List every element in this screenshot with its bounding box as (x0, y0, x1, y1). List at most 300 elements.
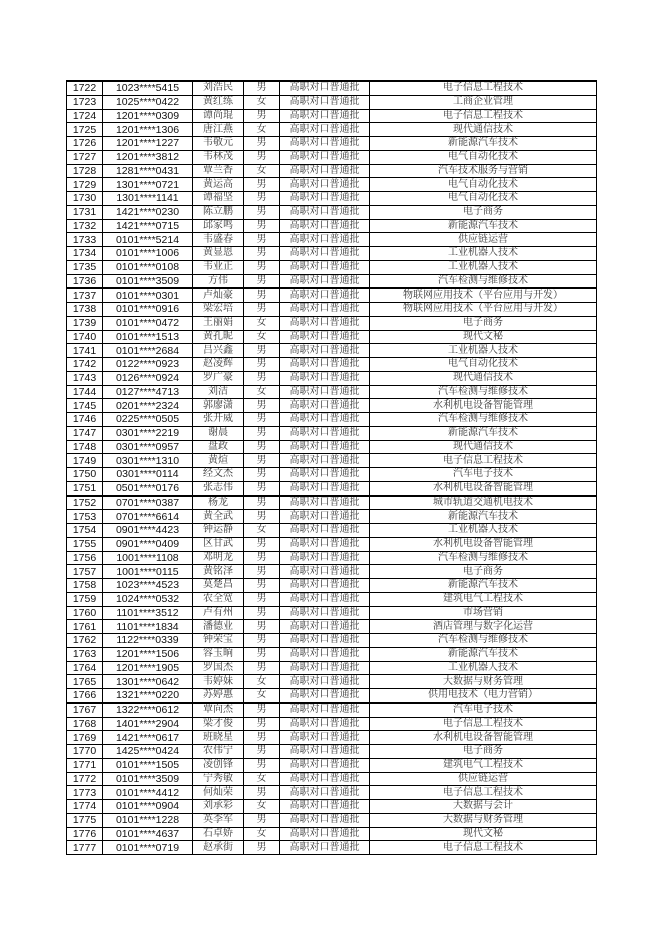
major-cell: 汽车技术服务与营销 (370, 164, 597, 178)
major-cell: 汽车电子技术 (370, 468, 597, 482)
table-row (67, 288, 597, 302)
major-cell: 现代通信技术 (370, 371, 597, 385)
student-name-cell: 韦婷妹 (193, 675, 244, 689)
student-name-cell: 谢晨 (193, 426, 244, 440)
exam-id-cell: 1301****1141 (103, 192, 193, 206)
serial-number-cell: 1727 (67, 150, 103, 164)
major-cell: 汽车检测与维修技术 (370, 413, 597, 427)
table-row (67, 661, 597, 675)
exam-id-cell: 0101****1006 (103, 247, 193, 261)
table-row (67, 481, 597, 495)
exam-id-cell: 1001****1108 (103, 551, 193, 565)
gender-cell: 男 (244, 661, 280, 675)
exam-id-cell: 0201****2324 (103, 399, 193, 413)
gender-cell: 男 (244, 703, 280, 717)
gender-cell: 女 (244, 689, 280, 703)
table-row (67, 510, 597, 524)
student-name-cell: 杨龙 (193, 496, 244, 510)
serial-number-cell: 1738 (67, 303, 103, 317)
student-name-cell: 王丽娟 (193, 316, 244, 330)
gender-cell: 男 (244, 468, 280, 482)
gender-cell: 男 (244, 481, 280, 495)
exam-id-cell: 0127****4713 (103, 385, 193, 399)
exam-id-cell: 0701****6614 (103, 510, 193, 524)
admission-batch-cell: 高职对口普通批 (280, 109, 370, 123)
student-name-cell: 唐江燕 (193, 123, 244, 137)
admission-batch-cell: 高职对口普通批 (280, 841, 370, 855)
major-cell: 大数据与财务管理 (370, 813, 597, 827)
student-name-cell: 吕兴鑫 (193, 344, 244, 358)
table-row (67, 330, 597, 344)
table-row (67, 689, 597, 703)
major-cell: 工业机器人技术 (370, 524, 597, 538)
table-row (67, 205, 597, 219)
gender-cell: 女 (244, 123, 280, 137)
serial-number-cell: 1742 (67, 358, 103, 372)
serial-number-cell: 1725 (67, 123, 103, 137)
major-cell: 工业机器人技术 (370, 260, 597, 274)
major-cell: 电子商务 (370, 316, 597, 330)
serial-number-cell: 1736 (67, 274, 103, 288)
serial-number-cell: 1732 (67, 219, 103, 233)
exam-id-cell: 0901****0409 (103, 537, 193, 551)
admission-batch-cell: 高职对口普通批 (280, 661, 370, 675)
admission-batch-cell: 高职对口普通批 (280, 496, 370, 510)
major-cell: 现代文秘 (370, 330, 597, 344)
table-row (67, 800, 597, 814)
major-cell: 电子信息工程技术 (370, 109, 597, 123)
gender-cell: 男 (244, 219, 280, 233)
table-row (67, 647, 597, 661)
student-name-cell: 何灿荣 (193, 786, 244, 800)
admission-batch-cell: 高职对口普通批 (280, 537, 370, 551)
gender-cell: 男 (244, 303, 280, 317)
major-cell: 新能源汽车技术 (370, 219, 597, 233)
admission-batch-cell: 高职对口普通批 (280, 233, 370, 247)
table-row (67, 524, 597, 538)
student-name-cell: 黄全武 (193, 510, 244, 524)
student-name-cell: 农伟宁 (193, 745, 244, 759)
table-row (67, 565, 597, 579)
admission-batch-cell: 高职对口普通批 (280, 524, 370, 538)
student-name-cell: 谭福坚 (193, 192, 244, 206)
admission-batch-cell: 高职对口普通批 (280, 675, 370, 689)
table-row (67, 468, 597, 482)
major-cell: 物联网应用技术（平台应用与开发） (370, 303, 597, 317)
serial-number-cell: 1761 (67, 620, 103, 634)
gender-cell: 男 (244, 551, 280, 565)
admission-batch-cell: 高职对口普通批 (280, 592, 370, 606)
exam-id-cell: 1023****5415 (103, 81, 193, 95)
table-row (67, 95, 597, 109)
major-cell: 电子信息工程技术 (370, 786, 597, 800)
admission-batch-cell: 高职对口普通批 (280, 192, 370, 206)
admission-batch-cell: 高职对口普通批 (280, 606, 370, 620)
student-name-cell: 韦盛春 (193, 233, 244, 247)
table-row (67, 841, 597, 855)
exam-id-cell: 0501****0176 (103, 481, 193, 495)
table-row (67, 385, 597, 399)
exam-id-cell: 0101****4637 (103, 827, 193, 841)
student-name-cell: 谭尚琨 (193, 109, 244, 123)
gender-cell: 男 (244, 841, 280, 855)
serial-number-cell: 1759 (67, 592, 103, 606)
exam-id-cell: 1201****1227 (103, 137, 193, 151)
admission-batch-cell: 高职对口普通批 (280, 150, 370, 164)
serial-number-cell: 1722 (67, 81, 103, 95)
serial-number-cell: 1726 (67, 137, 103, 151)
student-name-cell: 班晓星 (193, 731, 244, 745)
gender-cell: 男 (244, 579, 280, 593)
student-name-cell: 苏婷惠 (193, 689, 244, 703)
student-name-cell: 赵凌辉 (193, 358, 244, 372)
exam-id-cell: 0101****0904 (103, 800, 193, 814)
table-row (67, 150, 597, 164)
student-name-cell: 赵承街 (193, 841, 244, 855)
exam-id-cell: 1301****0721 (103, 178, 193, 192)
major-cell: 建筑电气工程技术 (370, 758, 597, 772)
admission-batch-cell: 高职对口普通批 (280, 579, 370, 593)
exam-id-cell: 1281****0431 (103, 164, 193, 178)
gender-cell: 男 (244, 813, 280, 827)
student-name-cell: 覃兰香 (193, 164, 244, 178)
student-name-cell: 莫楚昌 (193, 579, 244, 593)
gender-cell: 男 (244, 178, 280, 192)
exam-id-cell: 0101****1513 (103, 330, 193, 344)
admission-batch-cell: 高职对口普通批 (280, 786, 370, 800)
admission-batch-cell: 高职对口普通批 (280, 551, 370, 565)
gender-cell: 男 (244, 592, 280, 606)
gender-cell: 男 (244, 454, 280, 468)
student-name-cell: 黄孔昵 (193, 330, 244, 344)
exam-id-cell: 0301****2219 (103, 426, 193, 440)
major-cell: 电气自动化技术 (370, 192, 597, 206)
student-name-cell: 邓明龙 (193, 551, 244, 565)
major-cell: 新能源汽车技术 (370, 647, 597, 661)
table-row (67, 675, 597, 689)
major-cell: 大数据与财务管理 (370, 675, 597, 689)
gender-cell: 女 (244, 524, 280, 538)
exam-id-cell: 0101****0719 (103, 841, 193, 855)
major-cell: 现代通信技术 (370, 440, 597, 454)
serial-number-cell: 1741 (67, 344, 103, 358)
gender-cell: 男 (244, 565, 280, 579)
student-name-cell: 钟荣宝 (193, 634, 244, 648)
serial-number-cell: 1762 (67, 634, 103, 648)
student-name-cell: 黄红练 (193, 95, 244, 109)
major-cell: 电气自动化技术 (370, 178, 597, 192)
exam-id-cell: 0701****0387 (103, 496, 193, 510)
table-row (67, 399, 597, 413)
table-row (67, 219, 597, 233)
student-name-cell: 张开威 (193, 413, 244, 427)
table-row (67, 426, 597, 440)
student-name-cell: 容玉晌 (193, 647, 244, 661)
gender-cell: 女 (244, 385, 280, 399)
exam-id-cell: 1023****4523 (103, 579, 193, 593)
exam-id-cell: 0101****2684 (103, 344, 193, 358)
admission-batch-cell: 高职对口普通批 (280, 481, 370, 495)
major-cell: 工业机器人技术 (370, 247, 597, 261)
student-name-cell: 卢有州 (193, 606, 244, 620)
gender-cell: 男 (244, 358, 280, 372)
table-row (67, 81, 597, 95)
table-row (67, 260, 597, 274)
exam-id-cell: 0101****5214 (103, 233, 193, 247)
student-name-cell: 覃向杰 (193, 703, 244, 717)
admission-batch-cell: 高职对口普通批 (280, 288, 370, 302)
serial-number-cell: 1773 (67, 786, 103, 800)
gender-cell: 女 (244, 95, 280, 109)
table-row (67, 758, 597, 772)
admission-batch-cell: 高职对口普通批 (280, 178, 370, 192)
student-name-cell: 韦敬元 (193, 137, 244, 151)
admission-batch-cell: 高职对口普通批 (280, 758, 370, 772)
exam-id-cell: 1001****0115 (103, 565, 193, 579)
table-row (67, 496, 597, 510)
student-name-cell: 黄铭泽 (193, 565, 244, 579)
table-row (67, 579, 597, 593)
gender-cell: 男 (244, 731, 280, 745)
admission-batch-cell: 高职对口普通批 (280, 316, 370, 330)
admission-batch-cell: 高职对口普通批 (280, 81, 370, 95)
admission-batch-cell: 高职对口普通批 (280, 565, 370, 579)
exam-id-cell: 1201****3812 (103, 150, 193, 164)
gender-cell: 女 (244, 772, 280, 786)
table-row (67, 413, 597, 427)
student-name-cell: 石卓娇 (193, 827, 244, 841)
gender-cell: 女 (244, 675, 280, 689)
admission-batch-cell: 高职对口普通批 (280, 413, 370, 427)
table-row (67, 454, 597, 468)
student-name-cell: 潘德业 (193, 620, 244, 634)
serial-number-cell: 1730 (67, 192, 103, 206)
exam-id-cell: 0225****0505 (103, 413, 193, 427)
serial-number-cell: 1753 (67, 510, 103, 524)
gender-cell: 男 (244, 399, 280, 413)
student-name-cell: 凌创锋 (193, 758, 244, 772)
table-row (67, 745, 597, 759)
admission-batch-cell: 高职对口普通批 (280, 205, 370, 219)
gender-cell: 女 (244, 316, 280, 330)
table-row (67, 634, 597, 648)
exam-id-cell: 0101****0916 (103, 303, 193, 317)
exam-id-cell: 1421****0230 (103, 205, 193, 219)
exam-id-cell: 1101****1834 (103, 620, 193, 634)
admission-batch-cell: 高职对口普通批 (280, 620, 370, 634)
major-cell: 电子信息工程技术 (370, 454, 597, 468)
gender-cell: 男 (244, 150, 280, 164)
serial-number-cell: 1775 (67, 813, 103, 827)
exam-id-cell: 0901****4423 (103, 524, 193, 538)
serial-number-cell: 1772 (67, 772, 103, 786)
student-name-cell: 刘洁 (193, 385, 244, 399)
student-name-cell: 郭廖潇 (193, 399, 244, 413)
major-cell: 供用电技术（电力营销） (370, 689, 597, 703)
admission-batch-cell: 高职对口普通批 (280, 164, 370, 178)
serial-number-cell: 1743 (67, 371, 103, 385)
table-row (67, 551, 597, 565)
serial-number-cell: 1758 (67, 579, 103, 593)
serial-number-cell: 1760 (67, 606, 103, 620)
exam-id-cell: 1425****0424 (103, 745, 193, 759)
admission-batch-cell: 高职对口普通批 (280, 510, 370, 524)
table-row (67, 358, 597, 372)
major-cell: 电子信息工程技术 (370, 841, 597, 855)
student-name-cell: 韦业正 (193, 260, 244, 274)
serial-number-cell: 1768 (67, 717, 103, 731)
exam-id-cell: 1301****0642 (103, 675, 193, 689)
gender-cell: 男 (244, 620, 280, 634)
exam-id-cell: 1201****1905 (103, 661, 193, 675)
gender-cell: 男 (244, 274, 280, 288)
serial-number-cell: 1749 (67, 454, 103, 468)
table-row (67, 233, 597, 247)
admission-batch-cell: 高职对口普通批 (280, 385, 370, 399)
admission-batch-cell: 高职对口普通批 (280, 358, 370, 372)
student-name-cell: 张志伟 (193, 481, 244, 495)
exam-id-cell: 0301****0114 (103, 468, 193, 482)
table-row (67, 178, 597, 192)
serial-number-cell: 1746 (67, 413, 103, 427)
major-cell: 汽车检测与维修技术 (370, 551, 597, 565)
gender-cell: 男 (244, 137, 280, 151)
serial-number-cell: 1729 (67, 178, 103, 192)
exam-id-cell: 1025****0422 (103, 95, 193, 109)
student-name-cell: 黄运高 (193, 178, 244, 192)
major-cell: 酒店管理与数字化运营 (370, 620, 597, 634)
admission-batch-cell: 高职对口普通批 (280, 303, 370, 317)
gender-cell: 男 (244, 413, 280, 427)
serial-number-cell: 1740 (67, 330, 103, 344)
gender-cell: 男 (244, 260, 280, 274)
gender-cell: 男 (244, 288, 280, 302)
gender-cell: 男 (244, 426, 280, 440)
serial-number-cell: 1724 (67, 109, 103, 123)
student-name-cell: 农全宽 (193, 592, 244, 606)
major-cell: 水利机电设备智能管理 (370, 537, 597, 551)
student-name-cell: 邱家鸣 (193, 219, 244, 233)
admission-batch-cell: 高职对口普通批 (280, 647, 370, 661)
student-name-cell: 钟运静 (193, 524, 244, 538)
serial-number-cell: 1776 (67, 827, 103, 841)
admission-batch-cell: 高职对口普通批 (280, 703, 370, 717)
serial-number-cell: 1757 (67, 565, 103, 579)
serial-number-cell: 1728 (67, 164, 103, 178)
major-cell: 电子商务 (370, 205, 597, 219)
student-name-cell: 陈立鹏 (193, 205, 244, 219)
gender-cell: 男 (244, 205, 280, 219)
admission-batch-cell: 高职对口普通批 (280, 137, 370, 151)
admission-batch-cell: 高职对口普通批 (280, 689, 370, 703)
major-cell: 水利机电设备智能管理 (370, 731, 597, 745)
gender-cell: 男 (244, 247, 280, 261)
table-row (67, 371, 597, 385)
student-name-cell: 宁秀敏 (193, 772, 244, 786)
exam-id-cell: 1201****0309 (103, 109, 193, 123)
exam-id-cell: 1024****0532 (103, 592, 193, 606)
student-name-cell: 刘承彩 (193, 800, 244, 814)
major-cell: 水利机电设备智能管理 (370, 399, 597, 413)
major-cell: 新能源汽车技术 (370, 426, 597, 440)
exam-id-cell: 1421****0715 (103, 219, 193, 233)
admission-batch-cell: 高职对口普通批 (280, 399, 370, 413)
admission-batch-cell: 高职对口普通批 (280, 800, 370, 814)
gender-cell: 男 (244, 233, 280, 247)
exam-id-cell: 0101****3509 (103, 772, 193, 786)
exam-id-cell: 0301****0957 (103, 440, 193, 454)
admission-batch-cell: 高职对口普通批 (280, 371, 370, 385)
exam-id-cell: 1201****1506 (103, 647, 193, 661)
gender-cell: 男 (244, 537, 280, 551)
admission-batch-cell: 高职对口普通批 (280, 95, 370, 109)
admission-batch-cell: 高职对口普通批 (280, 454, 370, 468)
admission-batch-cell: 高职对口普通批 (280, 745, 370, 759)
admission-batch-cell: 高职对口普通批 (280, 813, 370, 827)
gender-cell: 男 (244, 109, 280, 123)
table-row (67, 813, 597, 827)
major-cell: 电气自动化技术 (370, 150, 597, 164)
table-row (67, 303, 597, 317)
major-cell: 供应链运营 (370, 233, 597, 247)
serial-number-cell: 1731 (67, 205, 103, 219)
serial-number-cell: 1752 (67, 496, 103, 510)
student-name-cell: 区甘武 (193, 537, 244, 551)
major-cell: 电子商务 (370, 745, 597, 759)
major-cell: 电气自动化技术 (370, 358, 597, 372)
major-cell: 电子商务 (370, 565, 597, 579)
table-row (67, 247, 597, 261)
major-cell: 汽车检测与维修技术 (370, 634, 597, 648)
admission-batch-cell: 高职对口普通批 (280, 330, 370, 344)
major-cell: 电子信息工程技术 (370, 81, 597, 95)
student-name-cell: 卢灿豪 (193, 288, 244, 302)
exam-id-cell: 0101****0301 (103, 288, 193, 302)
student-name-cell: 黄显恩 (193, 247, 244, 261)
major-cell: 市场营销 (370, 606, 597, 620)
admission-batch-cell: 高职对口普通批 (280, 440, 370, 454)
major-cell: 汽车检测与维修技术 (370, 274, 597, 288)
exam-id-cell: 1322****0612 (103, 703, 193, 717)
serial-number-cell: 1774 (67, 800, 103, 814)
major-cell: 工业机器人技术 (370, 661, 597, 675)
table-row (67, 731, 597, 745)
gender-cell: 男 (244, 371, 280, 385)
serial-number-cell: 1767 (67, 703, 103, 717)
table-row (67, 786, 597, 800)
student-name-cell: 梁才俊 (193, 717, 244, 731)
table-row (67, 703, 597, 717)
student-name-cell: 经文杰 (193, 468, 244, 482)
major-cell: 现代文秘 (370, 827, 597, 841)
serial-number-cell: 1733 (67, 233, 103, 247)
student-name-cell: 盘政 (193, 440, 244, 454)
serial-number-cell: 1737 (67, 288, 103, 302)
table-row (67, 620, 597, 634)
gender-cell: 男 (244, 717, 280, 731)
serial-number-cell: 1723 (67, 95, 103, 109)
admission-batch-cell: 高职对口普通批 (280, 634, 370, 648)
table-row (67, 717, 597, 731)
serial-number-cell: 1751 (67, 481, 103, 495)
gender-cell: 男 (244, 192, 280, 206)
gender-cell: 男 (244, 647, 280, 661)
gender-cell: 男 (244, 786, 280, 800)
admission-batch-cell: 高职对口普通批 (280, 219, 370, 233)
table-row (67, 109, 597, 123)
admission-batch-cell: 高职对口普通批 (280, 731, 370, 745)
table-row (67, 274, 597, 288)
